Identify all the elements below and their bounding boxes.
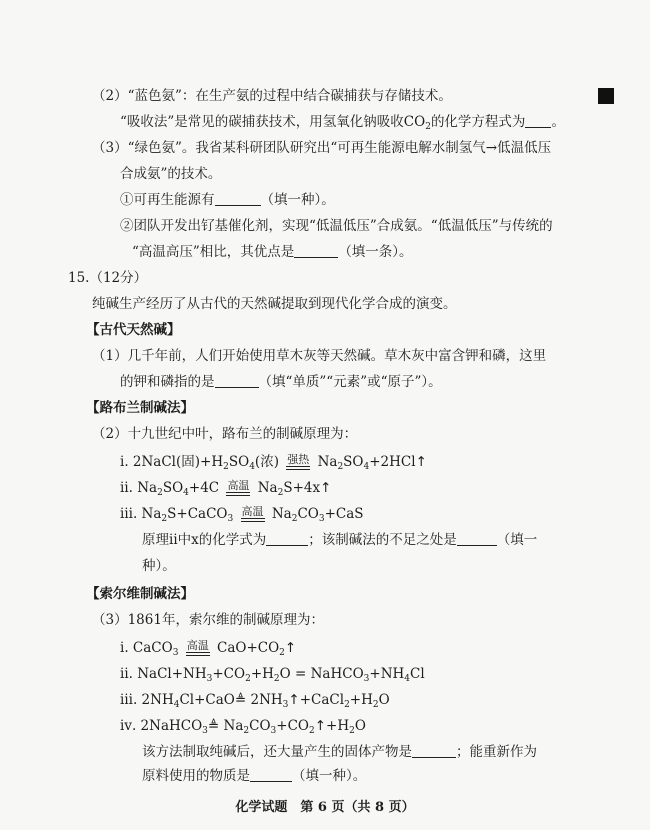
gas-arrow-icon: ↑ — [288, 692, 300, 708]
solvay-equation-2: ⅱ. $NaCl+NH_3+CO_2+H_2O$ = $NaHCO_3+NH_4Cl$ — [120, 666, 425, 684]
q15-q2-ask-line2: 种）。 — [142, 558, 176, 574]
solvay-equation-4: ⅳ. 2NaHCO$_3$≜ $Na_2CO_3+CO_2↑+H_2O$ — [120, 718, 366, 736]
answer-blank[interactable] — [250, 767, 292, 782]
q14-part3-question2-line1: ②团队开发出钌基催化剂，实现“低温低压”合成氨。“低温低压”与传统的 — [120, 218, 553, 234]
answer-blank[interactable] — [294, 243, 338, 258]
reaction-condition: 高温 — [241, 506, 265, 522]
solvay-equation-3: ⅲ. $2NH_4Cl+CaO≜$ $2NH_3↑+CaCl_2+H_2O$ — [120, 692, 390, 710]
answer-blank[interactable] — [525, 113, 551, 128]
q15-header: 15.（12分） — [68, 270, 148, 286]
q15-q3-ask-line2: 原料使用的物质是 （填一种）。 — [142, 768, 367, 784]
q14-part3-question1: ①可再生能源有 （填一种）。 — [120, 192, 335, 208]
heat-condition-icon: ≜ — [234, 692, 247, 708]
gas-arrow-icon: ↑ — [314, 718, 327, 734]
q15-q1-line1: （1）几千年前，人们开始使用草木灰等天然碱。草木灰中富含钾和磷，这里 — [92, 348, 547, 364]
reaction-condition: 高温 — [226, 480, 250, 496]
q15-q1-line2: 的钾和磷指的是 （填“单质”“元素”或“原子”）。 — [120, 374, 442, 390]
answer-blank[interactable] — [215, 191, 261, 206]
q15-q2-ask-line1b: 原理ⅱ中x的化学式为 ；该制碱法的不足之处是 （填一 — [142, 532, 538, 548]
q15-section2-title: 【路布兰制碱法】 — [86, 400, 194, 416]
answer-blank[interactable] — [412, 743, 456, 758]
q15-q3-ask-line1: 该方法制取纯碱后，还大量产生的固体产物是 ；能重新作为 — [142, 744, 537, 760]
answer-blank[interactable] — [457, 531, 497, 546]
page-footer: 化学试题 第 6 页（共 8 页） — [235, 800, 415, 815]
q15-q2-intro: （2）十九世纪中叶，路布兰的制碱原理为： — [92, 426, 358, 442]
q14-part3-line1: （3）“绿色氨”。我省某科研团队研究出“可再生能源电解水制氢气→低温低压 — [92, 140, 552, 156]
q14-part3-line2: 合成氨”的技术。 — [120, 166, 222, 182]
leblanc-equation-2: ⅱ. $Na_2SO_4+4C$ 高温 $Na_2S+4x↑$ — [120, 479, 332, 498]
q14-part2-line2: “吸收法”是常见的碳捕获技术，用氢氧化钠吸收$CO_2$的化学方程式为 。 — [120, 114, 565, 132]
heat-condition-icon: ≜ — [207, 718, 220, 734]
answer-blank[interactable] — [215, 373, 259, 388]
q15-q3-intro: （3）1861年，索尔维的制碱原理为： — [92, 612, 324, 628]
corner-marker — [598, 88, 614, 104]
q14-part2-line1: （2）“蓝色氨”：在生产氨的过程中结合碳捕获与存储技术。 — [92, 88, 452, 104]
q15-intro: 纯碱生产经历了从古代的天然碱提取到现代化学合成的演变。 — [92, 296, 457, 312]
q14-part3-question2-line2: “高温高压”相比，其优点是 （填一条）。 — [132, 244, 413, 260]
gas-arrow-icon: ↑ — [284, 640, 297, 656]
gas-arrow-icon: ↑ — [320, 480, 332, 496]
reaction-condition: 强热 — [286, 454, 310, 470]
answer-blank[interactable] — [266, 531, 308, 546]
reaction-condition: 高温 — [186, 640, 210, 656]
gas-arrow-icon: ↑ — [415, 454, 427, 470]
solvay-equation-1: ⅰ. CaCO$_3$ 高温 $CaO+CO_2↑$ — [120, 639, 297, 658]
q15-section3-title: 【索尔维制碱法】 — [86, 586, 194, 602]
q15-section1-title: 【古代天然碱】 — [86, 322, 181, 338]
leblanc-equation-1: ⅰ. 2NaCl(固)$+H_2SO_4$(浓) 强热 $Na_2SO_4+2HCl↑$ — [120, 453, 427, 472]
leblanc-equation-3: ⅲ. $Na_2S+CaCO_3$ 高温 $Na_2CO_3+CaS$ — [120, 505, 364, 524]
